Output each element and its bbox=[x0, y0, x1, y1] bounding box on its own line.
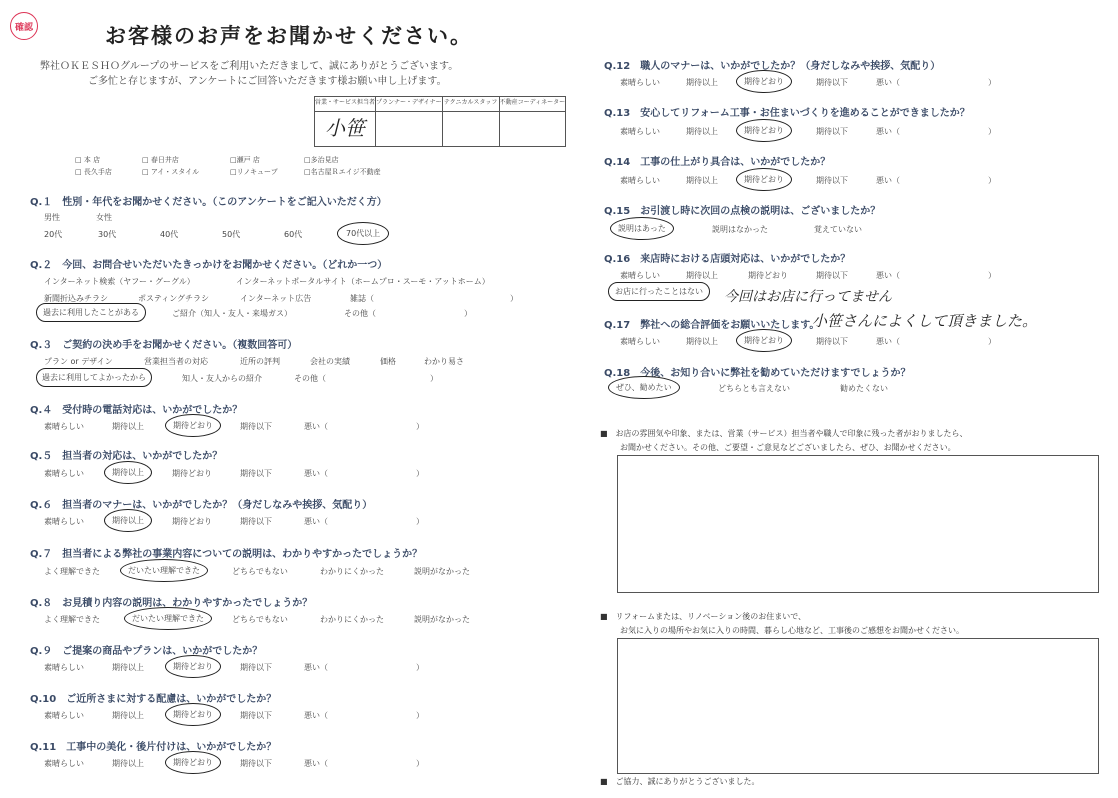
q13-expected-selected[interactable]: 期待どおり bbox=[736, 119, 792, 142]
q9-below[interactable]: 期待以下 bbox=[240, 663, 272, 672]
q13-above[interactable]: 期待以上 bbox=[686, 127, 718, 136]
q1-20s[interactable]: 20代 bbox=[44, 230, 63, 239]
q16-below[interactable]: 期待以下 bbox=[816, 271, 848, 280]
q17-above[interactable]: 期待以上 bbox=[686, 337, 718, 346]
q2-portal-site[interactable]: インターネットポータルサイト（ホームプロ・スーモ・アットホーム） bbox=[236, 277, 490, 286]
q10-bad[interactable]: 悪い（ ） bbox=[304, 711, 424, 720]
q1-40s[interactable]: 40代 bbox=[160, 230, 179, 239]
q18-not-recommend[interactable]: 勧めたくない bbox=[840, 384, 888, 393]
q9-title: Q.９ ご提案の商品やプランは、いかがでしたか？ bbox=[30, 646, 263, 657]
q5-expected[interactable]: 期待どおり bbox=[172, 469, 212, 478]
shop-tajimi[interactable]: □多治見店 bbox=[304, 156, 339, 164]
q8-neither[interactable]: どちらでもない bbox=[232, 615, 288, 624]
q8-none[interactable]: 説明がなかった bbox=[414, 615, 470, 624]
q13-bad[interactable]: 悪い（ ） bbox=[876, 127, 996, 136]
q16-bad[interactable]: 悪い（ ） bbox=[876, 271, 996, 280]
q4-expected-selected[interactable]: 期待どおり bbox=[165, 414, 221, 437]
section1-line-1: ■ お店の雰囲気や印象、または、営業（サービス）担当者や職人で印象に残った者がおりましたら、 bbox=[600, 429, 968, 438]
q16-expected[interactable]: 期待どおり bbox=[748, 271, 788, 280]
q6-below[interactable]: 期待以下 bbox=[240, 517, 272, 526]
q11-below[interactable]: 期待以下 bbox=[240, 759, 272, 768]
q16-excellent[interactable]: 素晴らしい bbox=[620, 271, 660, 280]
q12-below[interactable]: 期待以下 bbox=[816, 78, 848, 87]
q11-above[interactable]: 期待以上 bbox=[112, 759, 144, 768]
q18-recommend-selected[interactable]: ぜひ、勧めたい bbox=[608, 376, 680, 399]
q12-excellent[interactable]: 素晴らしい bbox=[620, 78, 660, 87]
q8-hard[interactable]: わかりにくかった bbox=[320, 615, 384, 624]
q8-mostly-selected[interactable]: だいたい理解できた bbox=[124, 607, 212, 630]
q7-none[interactable]: 説明がなかった bbox=[414, 567, 470, 576]
q9-expected-selected[interactable]: 期待どおり bbox=[165, 655, 221, 678]
shop-seto[interactable]: □瀬戸 店 bbox=[230, 156, 260, 164]
q15-not-explained[interactable]: 説明はなかった bbox=[712, 225, 768, 234]
q2-magazine[interactable]: 雑誌（ ） bbox=[350, 294, 518, 303]
q6-above-selected[interactable]: 期待以上 bbox=[104, 509, 152, 532]
q3-plan-design[interactable]: プラン or デザイン bbox=[44, 357, 113, 366]
q2-internet-ad[interactable]: インターネット広告 bbox=[240, 294, 312, 303]
impression-comment-box[interactable] bbox=[617, 455, 1099, 593]
q9-bad[interactable]: 悪い（ ） bbox=[304, 663, 424, 672]
q3-track-record[interactable]: 会社の実績 bbox=[310, 357, 350, 366]
q14-above[interactable]: 期待以上 bbox=[686, 176, 718, 185]
staff-header-realestate: 不動産コーディネーター bbox=[499, 97, 566, 112]
q13-excellent[interactable]: 素晴らしい bbox=[620, 127, 660, 136]
q9-excellent[interactable]: 素晴らしい bbox=[44, 663, 84, 672]
q2-past-use-selected[interactable]: 過去に利用したことがある bbox=[36, 303, 146, 322]
q3-past-use-selected[interactable]: 過去に利用してよかったから bbox=[36, 368, 152, 387]
staff-header-sales: 営業・サービス担当者 bbox=[315, 97, 376, 112]
q3-sales-response[interactable]: 営業担当者の対応 bbox=[144, 357, 208, 366]
q1-70s-selected[interactable]: 70代以上 bbox=[337, 222, 389, 245]
q14-bad[interactable]: 悪い（ ） bbox=[876, 176, 996, 185]
q5-bad[interactable]: 悪い（ ） bbox=[304, 469, 424, 478]
q6-expected[interactable]: 期待どおり bbox=[172, 517, 212, 526]
q12-title: Q.12 職人のマナーは、いかがでしたか？（身だしなみや挨拶、気配り） bbox=[604, 61, 941, 72]
q6-title: Q.６ 担当者のマナーは、いかがでしたか？（身だしなみや挨拶、気配り） bbox=[30, 500, 373, 511]
q18-neither[interactable]: どちらとも言えない bbox=[718, 384, 790, 393]
q10-expected-selected[interactable]: 期待どおり bbox=[165, 703, 221, 726]
confirmation-stamp bbox=[10, 12, 38, 40]
shop-kasugai[interactable]: □ 春日井店 bbox=[142, 156, 179, 164]
q3-title: Q.３ ご契約の決め手をお聞かせください。（複数回答可） bbox=[30, 340, 298, 351]
q2-introduction[interactable]: ご紹介（知人・友人・来場ガス） bbox=[172, 309, 292, 318]
q6-excellent[interactable]: 素晴らしい bbox=[44, 517, 84, 526]
q3-reputation[interactable]: 近所の評判 bbox=[240, 357, 280, 366]
q16-above[interactable]: 期待以上 bbox=[686, 271, 718, 280]
q17-below[interactable]: 期待以下 bbox=[816, 337, 848, 346]
staff-header-technical: テクニカルスタッフ bbox=[442, 97, 499, 112]
q18-title: Q.18 今後、お知り合いに弊社を勧めていただけますでしょうか？ bbox=[604, 368, 911, 379]
q15-title: Q.15 お引渡し時に次回の点検の説明は、ございましたか？ bbox=[604, 206, 881, 217]
q8-understood-well[interactable]: よく理解できた bbox=[44, 615, 100, 624]
q16-title: Q.16 来店時における店頭対応は、いかがでしたか？ bbox=[604, 254, 851, 265]
q3-price[interactable]: 価格 bbox=[380, 357, 396, 366]
q5-title: Q.５ 担当者の対応は、いかがでしたか？ bbox=[30, 451, 223, 462]
intro-line-2: ご多忙と存じますが、アンケートにご回答いただきます様お願い申し上げます。 bbox=[88, 76, 447, 87]
q17-title: Q.17 弊社への総合評価をお願いいたします。 bbox=[604, 320, 820, 331]
shop-ragejifudosan[interactable]: □名古屋Ｒエイジ不動産 bbox=[304, 168, 381, 176]
section2-line-1: ■ リフォームまたは、リノベーション後のお住まいで、 bbox=[600, 612, 807, 621]
q12-above[interactable]: 期待以上 bbox=[686, 78, 718, 87]
q12-bad[interactable]: 悪い（ ） bbox=[876, 78, 996, 87]
staff-header-planner: プランナー・デザイナー bbox=[376, 97, 443, 112]
section1-line-2: お聞かせください。その他、ご要望・ご意見などございましたら、ぜひ、お聞かせください。 bbox=[620, 443, 956, 452]
q10-excellent[interactable]: 素晴らしい bbox=[44, 711, 84, 720]
q15-dont-remember[interactable]: 覚えていない bbox=[814, 225, 862, 234]
q15-explained-selected[interactable]: 説明はあった bbox=[610, 217, 674, 240]
q2-internet-search[interactable]: インターネット検索（ヤフー・グーグル） bbox=[44, 277, 195, 286]
q1-30s[interactable]: 30代 bbox=[98, 230, 117, 239]
footer-thanks: ■ ご協力、誠にありがとうございました。 bbox=[600, 777, 760, 786]
q4-below[interactable]: 期待以下 bbox=[240, 422, 272, 431]
q16-handwritten-note: 今回はお店に行ってません bbox=[724, 289, 892, 305]
q3-referral[interactable]: 知人・友人からの紹介 bbox=[182, 374, 262, 383]
q13-below[interactable]: 期待以下 bbox=[816, 127, 848, 136]
q7-hard[interactable]: わかりにくかった bbox=[320, 567, 384, 576]
q17-handwritten-note: 小笹さんによくして頂きました。 bbox=[812, 312, 1038, 330]
q11-title: Q.11 工事中の美化・後片付けは、いかがでしたか？ bbox=[30, 742, 277, 753]
q12-expected-selected[interactable]: 期待どおり bbox=[736, 70, 792, 93]
section2-line-2: お気に入りの場所やお気に入りの時間、暮らし心地など、工事後のご感想をお聞かせください。 bbox=[620, 626, 964, 635]
q17-bad[interactable]: 悪い（ ） bbox=[876, 337, 996, 346]
q17-excellent[interactable]: 素晴らしい bbox=[620, 337, 660, 346]
q3-other[interactable]: その他（ ） bbox=[294, 374, 438, 383]
q11-bad[interactable]: 悪い（ ） bbox=[304, 759, 424, 768]
q7-understood-well[interactable]: よく理解できた bbox=[44, 567, 100, 576]
q11-excellent[interactable]: 素晴らしい bbox=[44, 759, 84, 768]
q5-excellent[interactable]: 素晴らしい bbox=[44, 469, 84, 478]
q4-excellent[interactable]: 素晴らしい bbox=[44, 422, 84, 431]
q1-title: Q.１ 性別・年代をお聞かせください。（このアンケートをご記入いただく方） bbox=[30, 197, 387, 208]
q2-newspaper[interactable]: 新聞折込みチラシ bbox=[44, 294, 108, 303]
q2-other[interactable]: その他（ ） bbox=[344, 309, 472, 318]
q5-below[interactable]: 期待以下 bbox=[240, 469, 272, 478]
q8-title: Q.８ お見積り内容の説明は、わかりやすかったでしょうか？ bbox=[30, 598, 313, 609]
q10-above[interactable]: 期待以上 bbox=[112, 711, 144, 720]
q10-below[interactable]: 期待以下 bbox=[240, 711, 272, 720]
q2-title: Q.２ 今回、お問合せいただいたきっかけをお聞かせください。（どれか一つ） bbox=[30, 260, 388, 271]
q14-title: Q.14 工事の仕上がり具合は、いかがでしたか？ bbox=[604, 157, 831, 168]
staff-realestate-name[interactable] bbox=[499, 112, 566, 147]
q14-expected-selected[interactable]: 期待どおり bbox=[736, 168, 792, 191]
q1-female[interactable]: 女性 bbox=[96, 213, 112, 222]
q14-below[interactable]: 期待以下 bbox=[816, 176, 848, 185]
q9-above[interactable]: 期待以上 bbox=[112, 663, 144, 672]
q11-expected-selected[interactable]: 期待どおり bbox=[165, 751, 221, 774]
q7-title: Q.７ 担当者による弊社の事業内容についての説明は、わかりやすかったでしょうか？ bbox=[30, 549, 423, 560]
q1-60s[interactable]: 60代 bbox=[284, 230, 303, 239]
q4-above[interactable]: 期待以上 bbox=[112, 422, 144, 431]
q3-clarity[interactable]: わかり易さ bbox=[424, 357, 464, 366]
q13-title: Q.13 安心してリフォーム工事・お住まいづくりを進めることができましたか？ bbox=[604, 108, 970, 119]
q1-50s[interactable]: 50代 bbox=[222, 230, 241, 239]
q7-mostly-selected[interactable]: だいたい理解できた bbox=[120, 559, 208, 582]
staff-planner-name[interactable] bbox=[376, 112, 443, 147]
stamp-text: 確認 bbox=[14, 22, 33, 33]
q7-neither[interactable]: どちらでもない bbox=[232, 567, 288, 576]
q2-posting[interactable]: ポスティングチラシ bbox=[138, 294, 210, 303]
shop-honten[interactable]: □ 本 店 bbox=[75, 156, 101, 164]
q16-never-visited-selected[interactable]: お店に行ったことはない bbox=[608, 282, 710, 301]
shop-istyle[interactable]: □ アイ・スタイル bbox=[142, 168, 200, 176]
staff-table bbox=[314, 96, 566, 147]
staff-technical-name[interactable] bbox=[442, 112, 499, 147]
q4-title: Q.４ 受付時の電話対応は、いかがでしたか？ bbox=[30, 405, 243, 416]
shop-nagakute[interactable]: □ 長久手店 bbox=[75, 168, 112, 176]
q6-bad[interactable]: 悪い（ ） bbox=[304, 517, 424, 526]
q17-expected-selected[interactable]: 期待どおり bbox=[736, 329, 792, 352]
q1-male[interactable]: 男性 bbox=[44, 213, 60, 222]
q4-bad[interactable]: 悪い（ ） bbox=[304, 422, 424, 431]
staff-sales-name[interactable]: 小笹 bbox=[315, 112, 376, 147]
page-title: お客様のお声をお聞かせください。 bbox=[105, 24, 473, 48]
q14-excellent[interactable]: 素晴らしい bbox=[620, 176, 660, 185]
shop-renocube[interactable]: □リノキューブ bbox=[230, 168, 278, 176]
intro-line-1: 弊社ＯＫＥＳＨＯグループのサービスをご利用いただきまして、誠にありがとうございます。 bbox=[40, 61, 459, 72]
q5-above-selected[interactable]: 期待以上 bbox=[104, 461, 152, 484]
after-construction-comment-box[interactable] bbox=[617, 638, 1099, 774]
q10-title: Q.10 ご近所さまに対する配慮は、いかがでしたか？ bbox=[30, 694, 277, 705]
